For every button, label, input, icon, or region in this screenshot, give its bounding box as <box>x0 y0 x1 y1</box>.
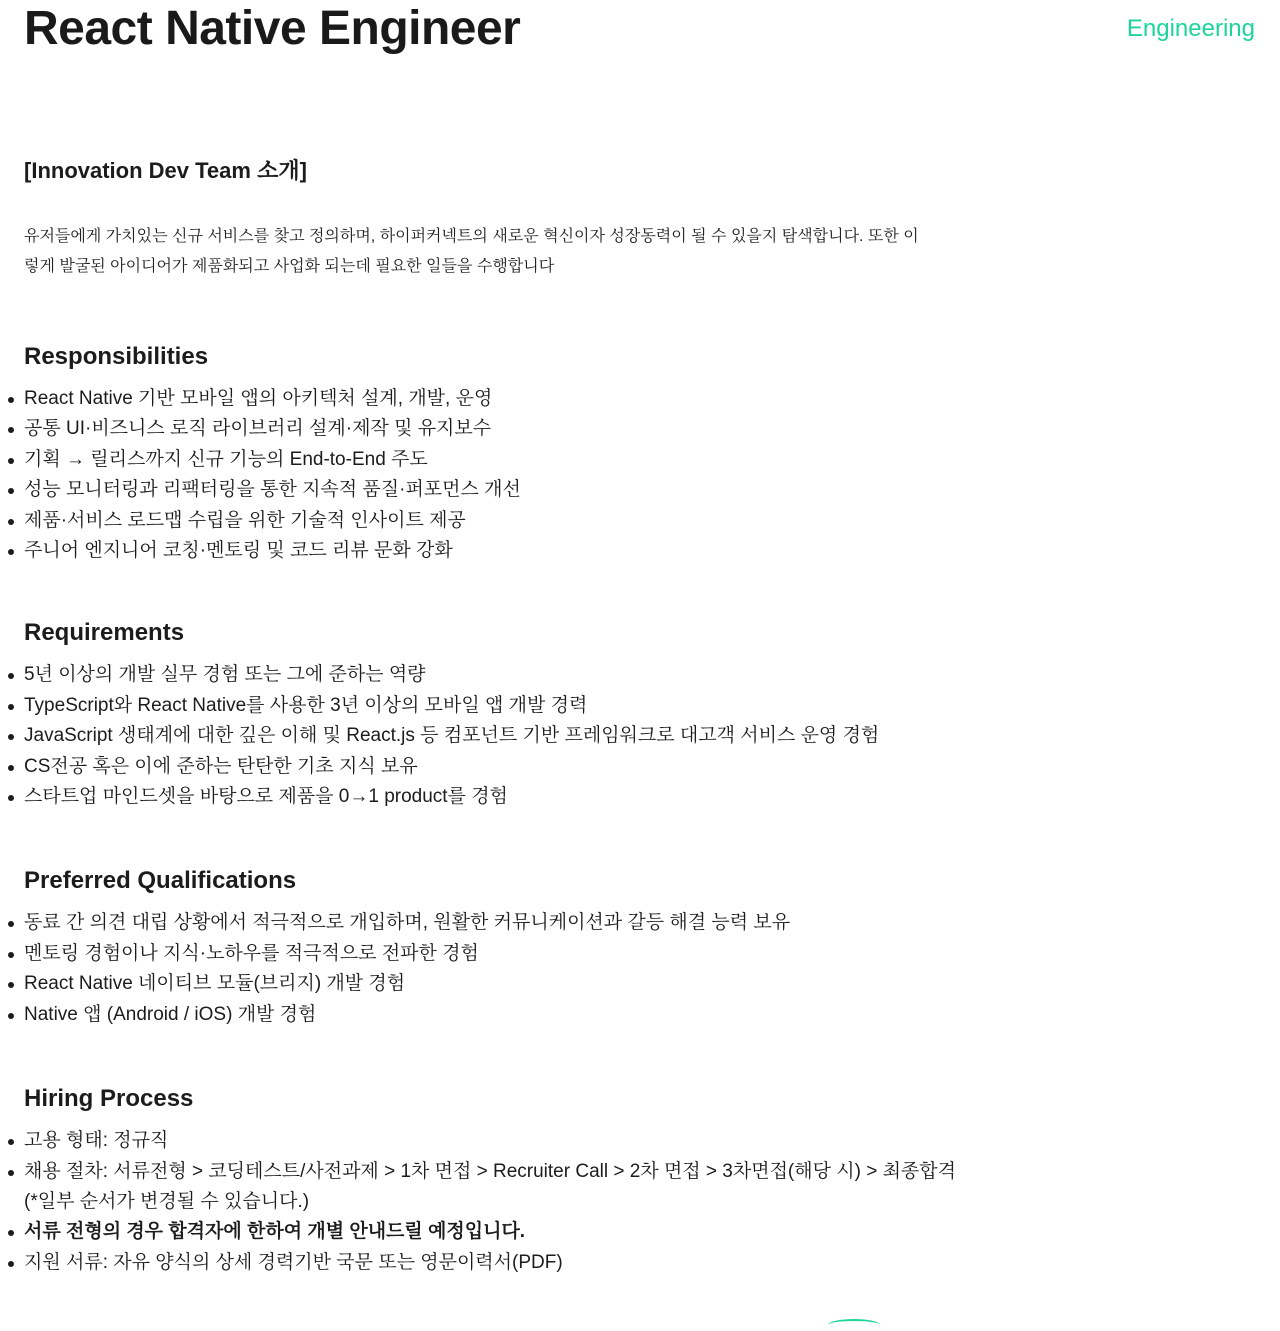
list-item: 스타트업 마인드셋을 바탕으로 제품을 0→1 product를 경험 <box>24 782 964 812</box>
list-item: Native 앱 (Android / iOS) 개발 경험 <box>24 1000 964 1030</box>
process-note: (*일부 순서가 변경될 수 있습니다.) <box>24 1190 310 1212</box>
list-item: 멘토링 경험이나 지식·노하우를 적극적으로 전파한 경험 <box>24 939 964 969</box>
list-item: TypeScript와 React Native를 사용한 3년 이상의 모바일 앱 개발 경력 <box>24 691 964 721</box>
list-item: 기획 → 릴리스까지 신규 기능의 End-to-End 주도 <box>24 445 964 475</box>
hiring-process-steps <box>24 1157 964 1218</box>
job-title: React Native Engineer <box>24 2 521 55</box>
list-item: React Native 기반 모바일 앱의 아키텍처 설계, 개발, 운영 <box>24 384 964 414</box>
responsibilities-section <box>24 340 964 566</box>
process-line: 채용 절차: 서류전형 > 코딩테스트/사전과제 > 1차 면접 > Recruiter Call > 2차 면접 > 3차면접(해당 시) > 최종합격 <box>24 1160 956 1182</box>
list-item: 제품·서비스 로드맵 수립을 위한 기술적 인사이트 제공 <box>24 506 964 536</box>
requirements-section <box>24 616 964 812</box>
requirements-heading: Requirements <box>24 619 185 647</box>
responsibilities-list <box>24 384 964 566</box>
list-item: 동료 간 의견 대립 상황에서 적극적으로 개입하며, 원활한 커뮤니케이션과 갈등 해결 능력 보유 <box>24 908 964 938</box>
list-item: 공통 UI·비즈니스 로직 라이브러리 설계·제작 및 유지보수 <box>24 414 964 444</box>
list-item: 성능 모니터링과 리팩터링을 통한 지속적 품질·퍼포먼스 개선 <box>24 475 964 505</box>
list-item: React Native 네이티브 모듈(브리지) 개발 경험 <box>24 969 964 999</box>
preferred-list <box>24 908 964 1030</box>
hiring-heading: Hiring Process <box>24 1085 194 1113</box>
hiring-section <box>24 1082 964 1278</box>
employment-type: 고용 형태: 정규직 <box>24 1126 964 1156</box>
list-item: CS전공 혹은 이에 준하는 탄탄한 기초 지식 보유 <box>24 752 964 782</box>
preferred-heading: Preferred Qualifications <box>24 867 297 895</box>
required-documents: 지원 서류: 자유 양식의 상세 경력기반 국문 또는 영문이력서(PDF) <box>24 1248 964 1278</box>
responsibilities-heading: Responsibilities <box>24 343 209 370</box>
team-description: 유저들에게 가치있는 신규 서비스를 찾고 정의하며, 하이퍼커넥트의 새로운 혁신이자 성장동력이 될 수 있을지 탐색합니다. 또한 이렇게 발굴된 아이디어가 제품화되고 사업화 되는데 필요한 일들을 수행합니다 <box>24 228 919 275</box>
hiring-list <box>24 1126 964 1278</box>
requirements-list <box>24 660 964 812</box>
list-item: 5년 이상의 개발 실무 경험 또는 그에 준하는 역량 <box>24 660 964 690</box>
apply-button-edge[interactable] <box>828 1319 880 1331</box>
team-heading: [Innovation Dev Team 소개] <box>24 158 307 183</box>
list-item: JavaScript 생태계에 대한 깊은 이해 및 React.js 등 컴포넌트 기반 프레임워크로 대고객 서비스 운영 경험 <box>24 721 964 751</box>
list-item: 주니어 엔지니어 코칭·멘토링 및 코드 리뷰 문화 강화 <box>24 536 964 566</box>
category-link[interactable]: Engineering <box>1126 15 1255 42</box>
job-description <box>24 154 964 1278</box>
preferred-section <box>24 864 964 1030</box>
screening-notice: 서류 전형의 경우 합격자에 한하여 개별 안내드릴 예정입니다. <box>24 1217 964 1247</box>
